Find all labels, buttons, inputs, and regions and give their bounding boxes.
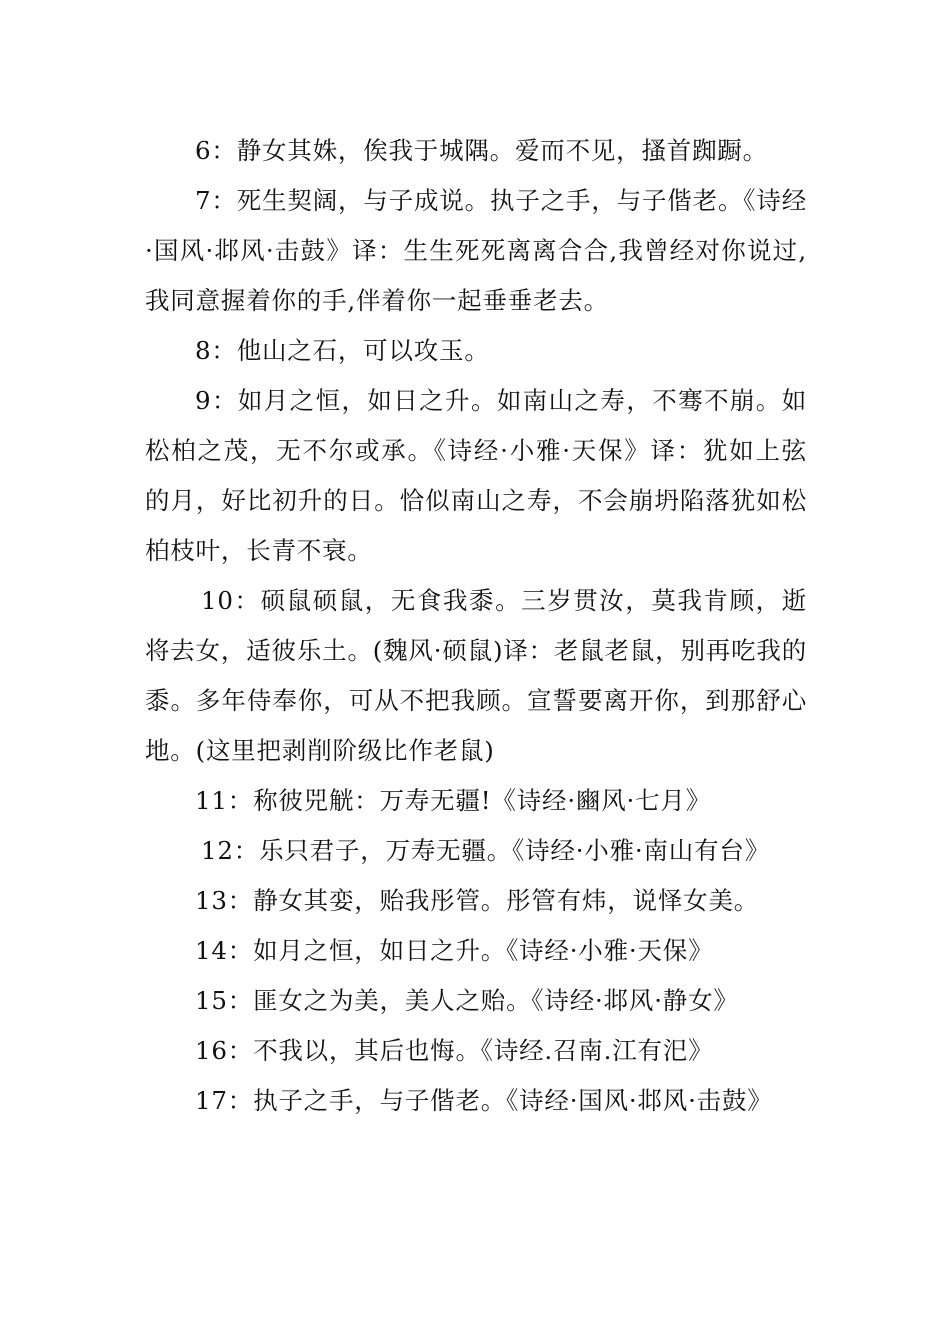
- document-page: [145, 126, 807, 1126]
- paragraph-16: 16：不我以，其后也悔。《诗经.召南.江有汜》: [195, 1036, 714, 1065]
- paragraph-12: 12：乐只君子，万寿无疆。《诗经·小雅·南山有台》: [201, 836, 770, 865]
- paragraph-9: 9：如月之恒，如日之升。如南山之寿，不骞不崩。如松柏之茂，无不尔或承。《诗经·小雅·天保》译：犹如上弦的月，好比初升的日。恰似南山之寿，不会崩坍陷落犹如松柏枝叶，长青不衰。: [145, 386, 807, 565]
- paragraph-13: 13：静女其娈，贻我彤管。彤管有炜，说怿女美。: [195, 886, 760, 915]
- paragraph-10: 10：硕鼠硕鼠，无食我黍。三岁贯汝，莫我肯顾，逝将去女，适彼乐土。(魏风·硕鼠)译：老鼠老鼠，别再吃我的黍。多年侍奉你，可从不把我顾。宣誓要离开你，到那舒心地。(这里把剥削阶级比作老鼠): [145, 586, 807, 765]
- paragraph-7: 7：死生契阔，与子成说。执子之手，与子偕老。《诗经·国风·邶风·击鼓》译：生生死死离离合合,我曾经对你说过,我同意握着你的手,伴着你一起垂垂老去。: [145, 186, 807, 315]
- paragraph-6: 6：静女其姝，俟我于城隅。爱而不见，搔首踟蹰。: [195, 136, 768, 165]
- paragraph-8: 8：他山之石，可以攻玉。: [195, 336, 490, 365]
- paragraph-17: 17：执子之手，与子偕老。《诗经·国风·邶风·击鼓》: [195, 1086, 773, 1115]
- paragraph-15: 15：匪女之为美，美人之贻。《诗经·邶风·静女》: [195, 986, 739, 1015]
- paragraph-11: 11：称彼兕觥：万寿无疆!《诗经·豳风·七月》: [195, 786, 711, 815]
- paragraph-14: 14：如月之恒，如日之升。《诗经·小雅·天保》: [195, 936, 714, 965]
